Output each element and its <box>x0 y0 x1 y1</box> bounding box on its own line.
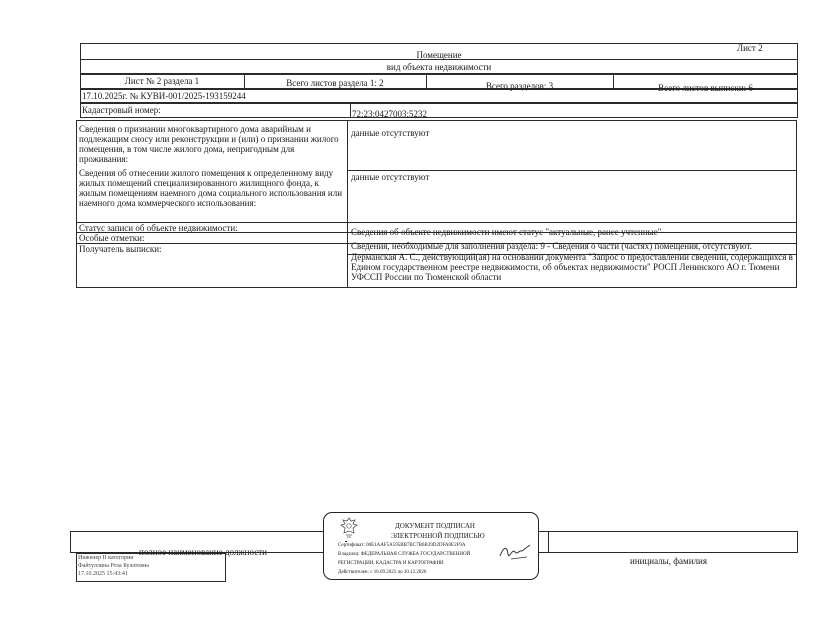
cadastral-value: 72:23:0427003:5232 <box>352 109 428 119</box>
total-sheets-extract: Всего листов выписки: 6 <box>658 83 753 93</box>
handwritten-signature-icon <box>497 540 533 564</box>
row-special-fund-value: данные отсутствуют <box>351 172 430 182</box>
eagle-emblem-icon <box>340 516 358 540</box>
object-subtitle: вид объекта недвижимости <box>386 62 492 72</box>
cadastral-label: Кадастровый номер: <box>82 105 161 115</box>
total-sections: Всего разделов: 3 <box>485 81 554 91</box>
initials-label: инициалы, фамилия <box>630 556 707 566</box>
row-special-marks-label: Особые отметки: <box>79 233 145 243</box>
executor-name: Файтуллина Роза Булатовна <box>78 563 149 569</box>
object-title: Помещение <box>416 50 462 60</box>
sheet-section: Лист № 2 раздела 1 <box>124 76 200 86</box>
position-label: полное наименование должности <box>139 547 267 557</box>
stamp-title-1: ДОКУМЕНТ ПОДПИСАН <box>395 522 475 530</box>
row-status-value: Сведения об объекте недвижимости имеют статус "актуальные, ранее учтенные" <box>351 227 662 237</box>
stamp-owner-1: Владелец: ФЕДЕРАЛЬНАЯ СЛУЖБА ГОСУДАРСТВЕННОЙ <box>338 552 471 557</box>
total-sheets-section: Всего листов раздела 1: 2 <box>286 78 384 88</box>
row-status-label: Статус записи об объекте недвижимости: <box>79 223 238 233</box>
sheet-label: Лист 2 <box>737 43 763 53</box>
row-emergency-label: Сведения о признании многоквартирного дома аварийным и подлежащим сносу или реконструкции и (или) о признании жилого помещения, в том числе жилого дома, непригодным для проживания: <box>79 124 339 164</box>
row-special-fund-label: Сведения об отнесении жилого помещения к определенному виду жилых помещений специализированного жилищного фонда, к жилым помещениям наемного дома социального использования или наемного дома коммерческого использования: <box>79 168 343 208</box>
row-recipient-value: Дерманская А. С., действующий(ая) на основании документа "Запрос о предоставлении сведений, содержащихся в Едином государственном реестре недвижимости, об объектах недвижимости" РОСП Ленинского АО г. Тюмени УФССП России по Тюменской области <box>351 252 793 282</box>
cadastral-row <box>80 103 798 118</box>
stamp-certificate: Сертификат: 00E1AAF5A595BB7BC7B6B39D2DFA0E2F9A <box>338 543 466 548</box>
stamp-title-2: ЭЛЕКТРОННОЙ ПОДПИСЬЮ <box>391 532 485 540</box>
executor-timestamp: 17.10.2025 15:43:41 <box>78 571 128 577</box>
stamp-owner-2: РЕГИСТРАЦИИ, КАДАСТРА И КАРТОГРАФИИ <box>338 561 444 566</box>
row-emergency-value: данные отсутствуют <box>351 128 430 138</box>
stamp-validity: Действителен: с 16.09.2025 по 10.12.2026 <box>338 570 427 575</box>
executor-position: Инженер II категории <box>78 555 134 561</box>
extract-number: 17.10.2025г. № КУВИ-001/2025-193159244 <box>82 91 246 101</box>
row-recipient-label: Получатель выписки: <box>79 244 162 254</box>
row-special-marks-value: Сведения, необходимые для заполнения раздела: 9 - Сведения о части (частях) помещения, отсутствуют. <box>351 241 752 251</box>
